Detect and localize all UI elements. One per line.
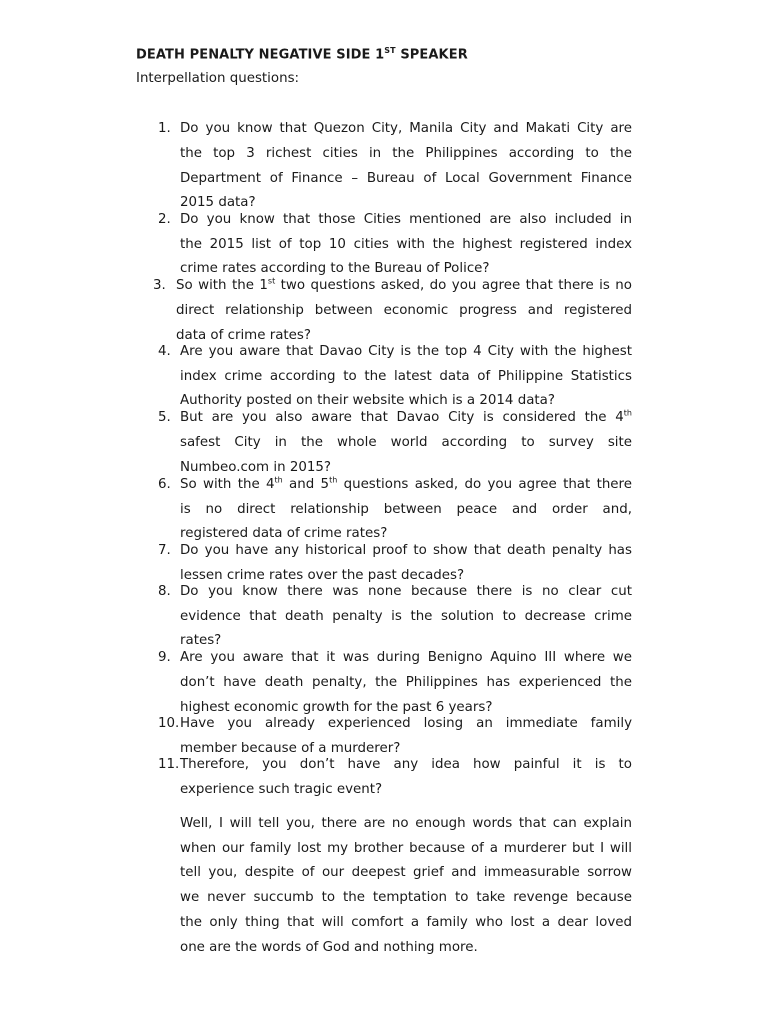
question-line: the 2015 list of top 10 cities with the highest registered index <box>180 237 632 252</box>
question-line: the top 3 richest cities in the Philippines according to the <box>180 146 632 161</box>
title-superscript: ST <box>384 46 396 55</box>
question-number: 11. <box>158 757 180 772</box>
question-number: 2. <box>158 212 171 227</box>
question-number: 8. <box>158 584 171 599</box>
question-line <box>180 410 632 425</box>
question-line: rates? <box>180 633 222 648</box>
question-text: So with the 1st two questions asked, do you agree that there is no <box>176 276 632 293</box>
question-text: But are you also aware that Davao City is considered the 4th <box>180 408 632 425</box>
paragraph-line: we never succumb to the temptation to take revenge because <box>180 890 632 905</box>
question-line: data of crime rates? <box>176 328 311 343</box>
question-line: Authority posted on their website which is a 2014 data? <box>180 393 555 408</box>
paragraph-line: the only thing that will comfort a family who lost a dear loved <box>180 915 632 930</box>
question-line: Department of Finance – Bureau of Local Government Finance <box>180 171 632 186</box>
question-number: 7. <box>158 543 171 558</box>
question-number: 6. <box>158 477 171 492</box>
question-number: 9. <box>158 650 171 665</box>
question-number: 3. <box>153 278 166 293</box>
paragraph-line: Well, I will tell you, there are no enough words that can explain <box>180 816 632 831</box>
title-text-rest: SPEAKER <box>395 47 468 63</box>
question-line: crime rates according to the Bureau of Police? <box>180 261 490 276</box>
title-text: DEATH PENALTY NEGATIVE SIDE 1 <box>136 47 385 63</box>
question-line: highest economic growth for the past 6 years? <box>180 700 493 715</box>
question-line: experience such tragic event? <box>180 782 383 797</box>
question-line: lessen crime rates over the past decades? <box>180 568 465 583</box>
question-line <box>180 477 632 492</box>
question-text: So with the 4th and 5th questions asked, do you agree that there <box>180 475 632 492</box>
question-line: Do you know there was none because there is no clear cut <box>180 584 632 599</box>
document-subtitle: Interpellation questions: <box>136 71 300 86</box>
question-number: 4. <box>158 344 171 359</box>
paragraph-line: one are the words of God and nothing more. <box>180 940 478 955</box>
question-line: registered data of crime rates? <box>180 526 388 541</box>
question-line: member because of a murderer? <box>180 741 401 756</box>
question-line: Do you know that Quezon City, Manila City and Makati City are <box>180 121 632 136</box>
question-line: index crime according to the latest data of Philippine Statistics <box>180 369 632 384</box>
question-number: 10. <box>158 716 180 731</box>
question-line <box>176 278 632 293</box>
question-line: 2015 data? <box>180 195 256 210</box>
question-line: Are you aware that it was during Benigno Aquino III where we <box>180 650 632 665</box>
document-title <box>136 46 468 62</box>
question-line: evidence that death penalty is the solution to decrease crime <box>180 609 632 624</box>
question-line: Therefore, you don’t have any idea how painful it is to <box>180 757 632 772</box>
question-line: is no direct relationship between peace and order and, <box>180 502 632 517</box>
question-number: 5. <box>158 410 171 425</box>
question-line: Do you have any historical proof to show that death penalty has <box>180 543 632 558</box>
question-line: Do you know that those Cities mentioned are also included in <box>180 212 632 227</box>
question-line: direct relationship between economic progress and registered <box>176 303 632 318</box>
question-line: Have you already experienced losing an immediate family <box>180 716 632 731</box>
paragraph-line: when our family lost my brother because of a murderer but I will <box>180 841 632 856</box>
question-line: don’t have death penalty, the Philippines has experienced the <box>180 675 632 690</box>
question-line: Are you aware that Davao City is the top 4 City with the highest <box>180 344 632 359</box>
question-line: Numbeo.com in 2015? <box>180 460 332 475</box>
question-number: 1. <box>158 121 171 136</box>
question-line: safest City in the whole world according to survey site <box>180 435 632 450</box>
paragraph-line: tell you, despite of our deepest grief and immeasurable sorrow <box>180 865 632 880</box>
